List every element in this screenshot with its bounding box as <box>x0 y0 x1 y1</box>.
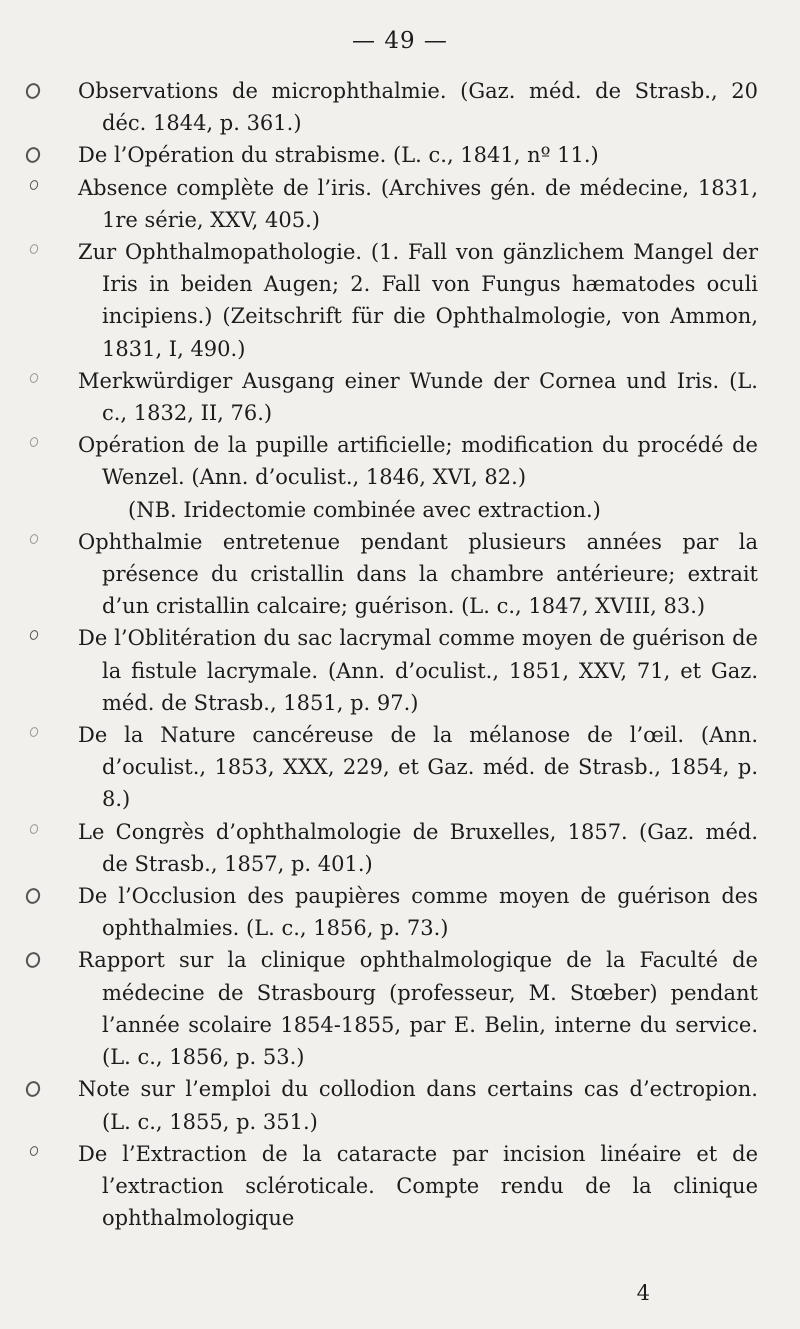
bibliography-entry: Merkwürdiger Ausgang einer Wunde der Cornea und Iris. (L. c., 1832, II, 76.) <box>78 365 758 429</box>
handwritten-mark-icon <box>24 1079 43 1099</box>
handwritten-mark-icon <box>29 372 40 384</box>
handwritten-mark-icon <box>29 726 40 738</box>
bibliography-entry: De l’Opération du strabisme. (L. c., 1841, nº 11.) <box>78 139 758 171</box>
bibliography-entry: Observations de microphthalmie. (Gaz. méd. de Strasb., 20 déc. 1844, p. 361.) <box>78 75 758 139</box>
bibliography-entry: Note sur l’emploi du collodion dans certains cas d’ectropion. (L. c., 1855, p. 351.) <box>78 1073 758 1137</box>
bibliography-entry: Opération de la pupille artificielle; modification du procédé de Wenzel. (Ann. d’oculist., 1846, XVI, 82.) (NB. Iridectomie combinée avec extraction.) <box>78 429 758 526</box>
bibliography-entry: De la Nature cancéreuse de la mélanose de l’œil. (Ann. d’oculist., 1853, XXX, 229, et Gaz. méd. de Strasb., 1854, p. 8.) <box>78 719 758 816</box>
bibliography-entry: Absence complète de l’iris. (Archives gén. de médecine, 1831, 1re série, XXV, 405.) <box>78 172 758 236</box>
bibliography-entry: De l’Oblitération du sac lacrymal comme moyen de guérison de la fistule lacrymale. (Ann. d’oculist., 1851, XXV, 71, et Gaz. méd. de Strasb., 1851, p. 97.) <box>78 622 758 719</box>
handwritten-mark-icon <box>29 179 40 191</box>
handwritten-mark-icon <box>29 629 40 641</box>
bibliography-entry: Ophthalmie entretenue pendant plusieurs années par la présence du cristallin dans la chambre antérieure; extrait d’un cristallin calcaire; guérison. (L. c., 1847, XVIII, 83.) <box>78 526 758 623</box>
handwritten-mark-icon <box>29 1145 40 1157</box>
bibliography-entry: Zur Ophthalmopathologie. (1. Fall von gänzlichem Mangel der Iris in beiden Augen; 2. Fall von Fungus hæmatodes oculi incipiens.) (Zeitschrift für die Ophthalmologie, von Ammon, 1831, I, 490.) <box>78 236 758 365</box>
handwritten-mark-icon <box>24 886 43 906</box>
bibliography-entry: Le Congrès d’ophthalmologie de Bruxelles, 1857. (Gaz. méd. de Strasb., 1857, p. 401.) <box>78 816 758 880</box>
bibliography-entry: Rapport sur la clinique ophthalmologique de la Faculté de médecine de Strasbourg (professeur, M. Stœber) pendant l’année scolaire 1854-1855, par E. Belin, interne du service. (L. c., 1856, p. 53.) <box>78 944 758 1073</box>
handwritten-mark-icon <box>24 145 43 165</box>
handwritten-mark-icon <box>29 243 40 255</box>
page-number: — 49 — <box>352 28 448 54</box>
handwritten-mark-icon <box>24 81 43 101</box>
signature-number: 4 <box>636 1281 650 1305</box>
bibliography-list <box>0 75 800 1234</box>
bibliography-entry: De l’Occlusion des paupières comme moyen de guérison des ophthalmies. (L. c., 1856, p. 73.) <box>78 880 758 944</box>
entry-note: (NB. Iridectomie combinée avec extraction.) <box>128 497 601 522</box>
handwritten-mark-icon <box>29 533 40 545</box>
handwritten-mark-icon <box>29 436 40 448</box>
handwritten-mark-icon <box>29 823 40 835</box>
bibliography-entry: De l’Extraction de la cataracte par incision linéaire et de l’extraction scléroticale. Compte rendu de la clinique ophthalmologique <box>78 1138 758 1235</box>
handwritten-mark-icon <box>24 951 43 971</box>
